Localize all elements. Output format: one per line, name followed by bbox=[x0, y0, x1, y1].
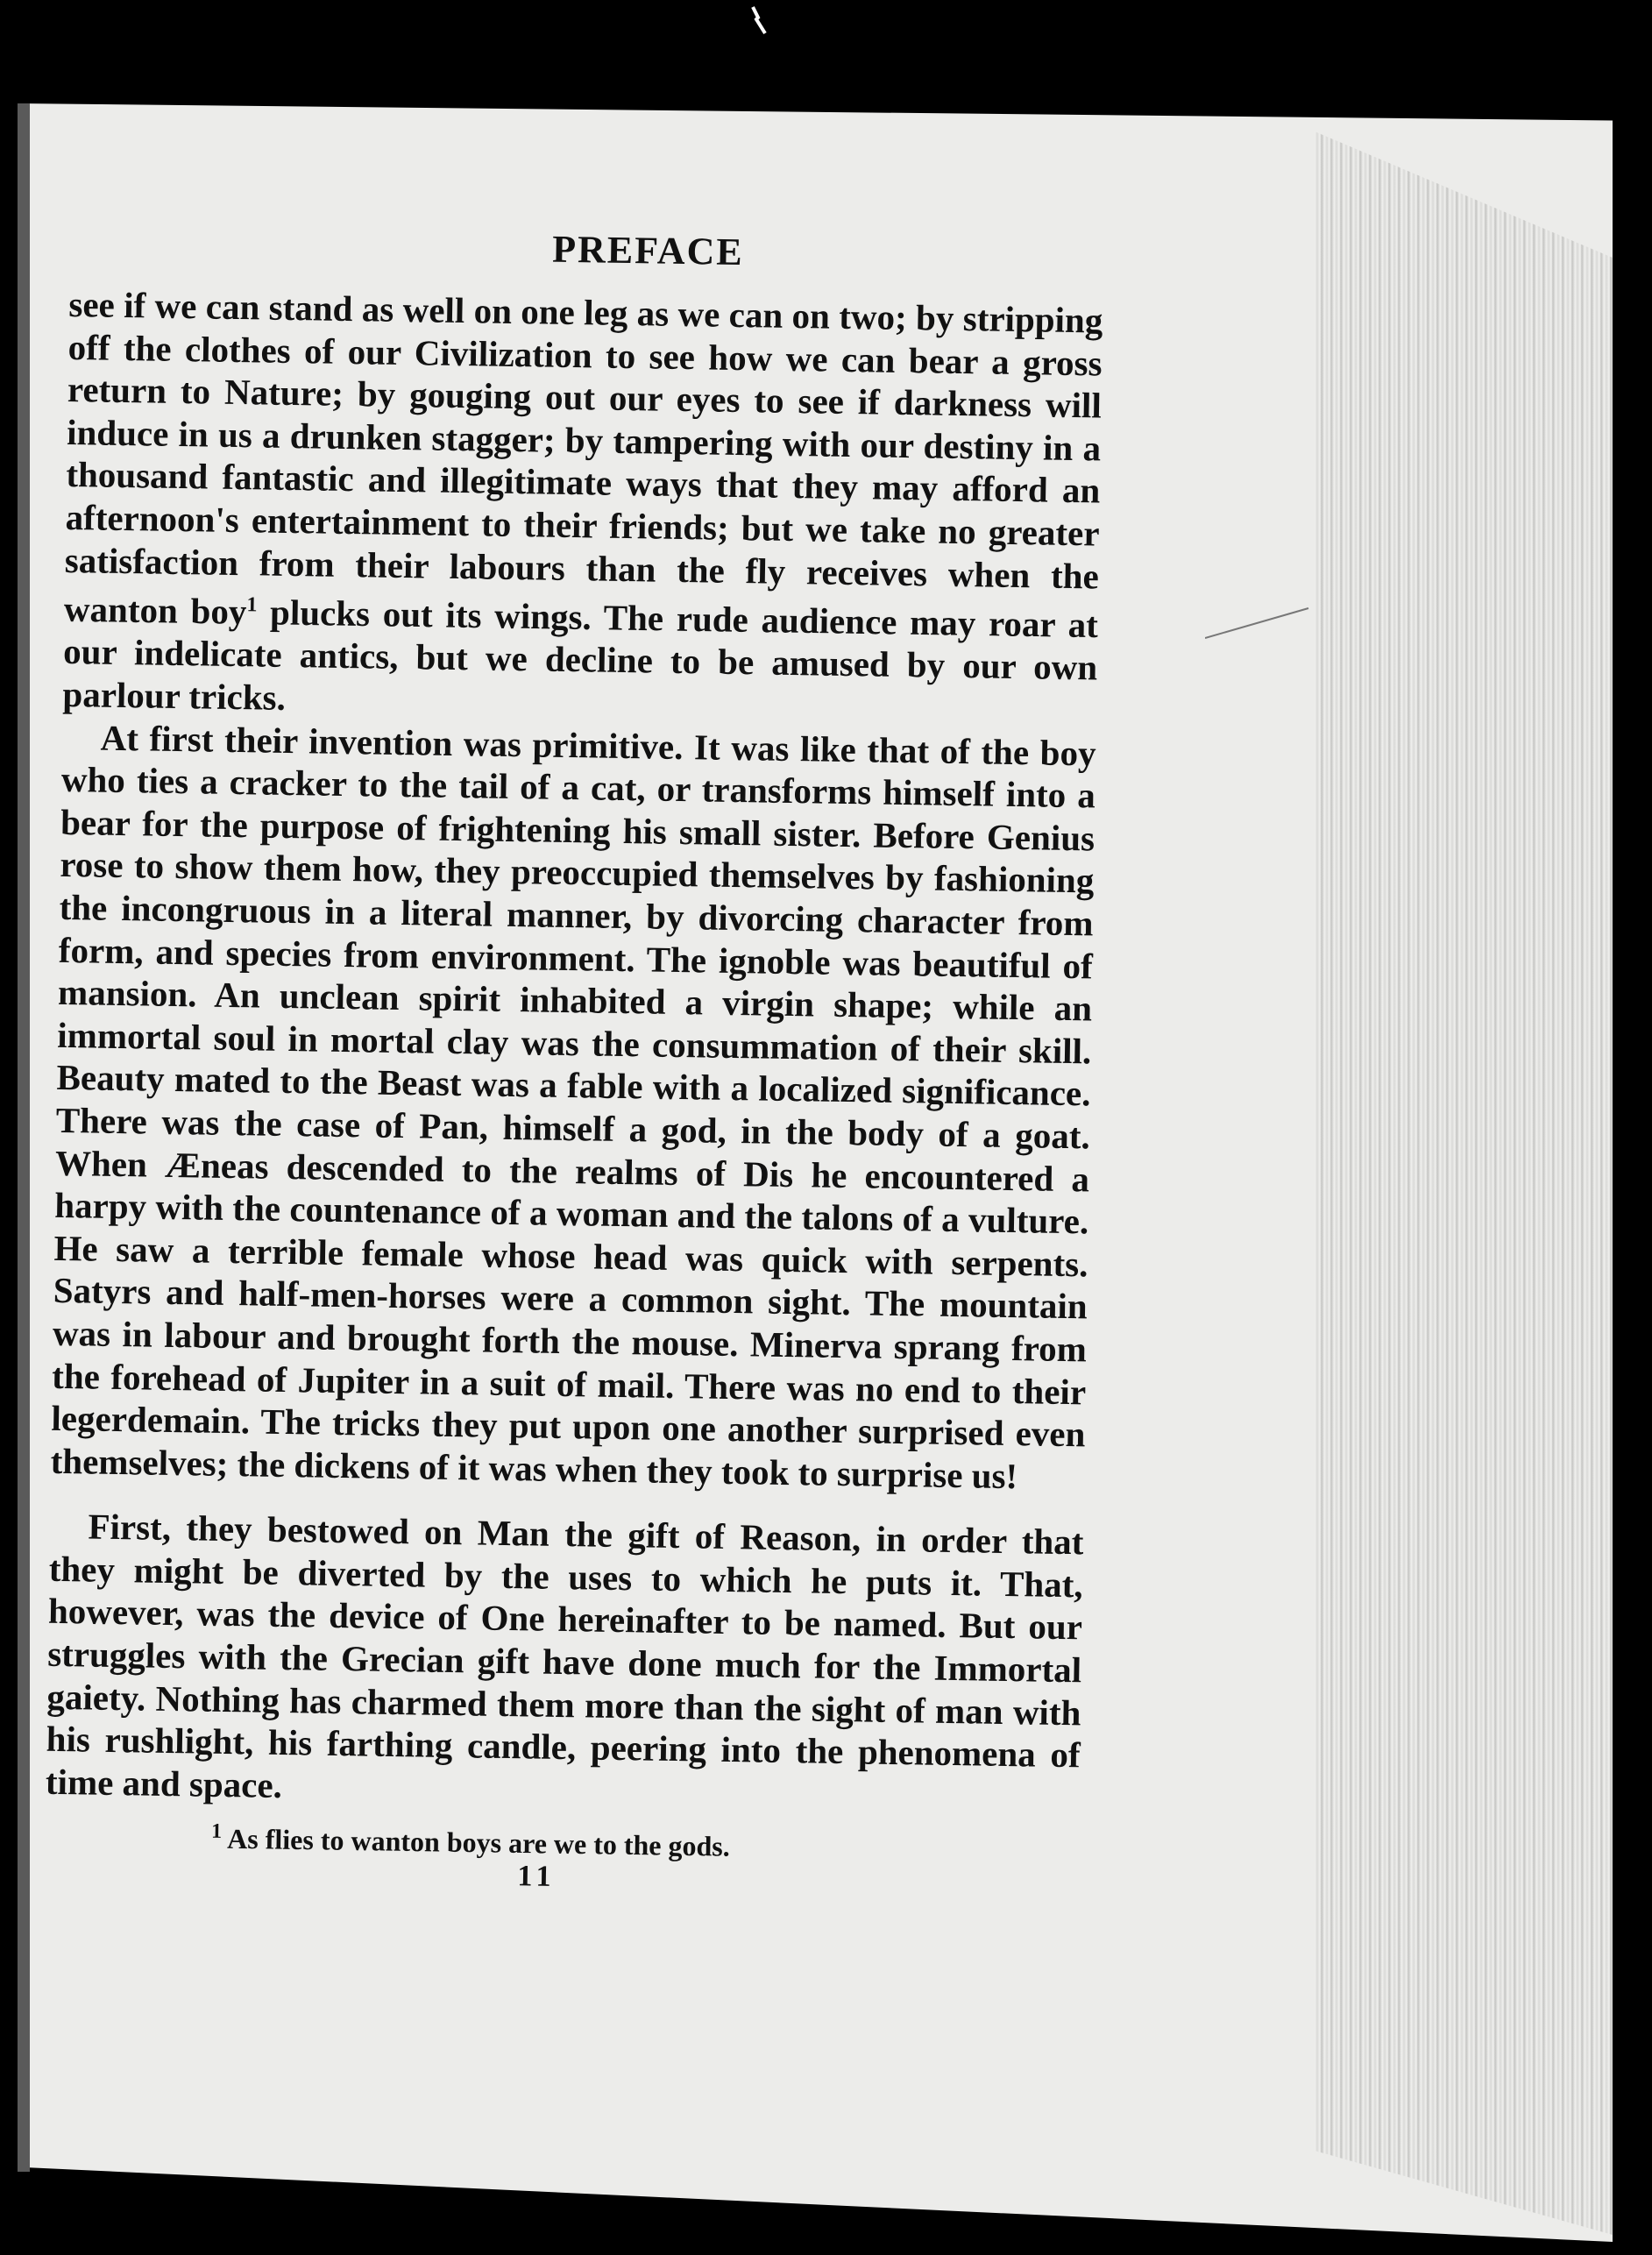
page-text-block bbox=[44, 219, 1104, 1901]
footnote-marker: 1 bbox=[210, 1820, 223, 1844]
paragraph-1-text: see if we can stand as well on one leg as we can on two; by stripping off the clothes of our Civilization to see how we can bear a gross return to Nature; by gouging out our eyes to see if darkness will induce in us a drunken stagger; by tampering with our destiny in a thousand fantastic and illegitimate ways that they may afford an afternoon's entertainment to their friends; but we take no greater satisfaction from their labours than the fly receives when the wanton boy bbox=[63, 283, 1103, 633]
paragraph-2: At first their invention was primitive. It was like that of the boy who ties a cracker to the tail of a cat, or transforms himself into a bear for the purpose of frightening his small sister. Before Genius rose to show them how, they preoccupied themselves by fashioning the incongruous in a literal manner, by divorcing character from form, and species from environment. The ignoble was beautiful of mansion. An unclean spirit inhabited a virgin shape; while an immortal soul in mortal clay was the consummation of their skill. Beauty mated to the Beast was a fable with a localized significance. There was the case of Pan, himself a god, in the body of a goat. When Æneas descended to the realms of Dis he encountered a harpy with the countenance of a woman and the talons of a vulture. He saw a terrible female whose head was quick with serpents. Satyrs and half-men-horses were a common sight. The mountain was in labour and brought forth the mouse. Minerva sprang from the forehead of Jupiter in a suit of mail. There was no end to their legerdemain. The tricks they put upon one another surprised even themselves; the dickens of it was when they took to surprise us! bbox=[50, 717, 1096, 1496]
running-head: PREFACE bbox=[551, 227, 745, 274]
paragraph-1 bbox=[62, 283, 1103, 732]
book-spine-shadow bbox=[18, 103, 30, 2172]
page-number: 11 bbox=[517, 1860, 557, 1894]
paragraph-1-text-cont: plucks out its wings. The rude audience may roar at our indelicate antics, but we decline to be amused by our own parlour tricks. bbox=[62, 592, 1099, 718]
page-edge-tick bbox=[1205, 605, 1310, 640]
body-text bbox=[46, 283, 1103, 1819]
footnote-ref: 1 bbox=[246, 593, 258, 617]
film-scratch-mark bbox=[749, 5, 769, 35]
paragraph-3: First, they bestowed on Man the gift of Reason, in order that they might be diverted by the uses to which he puts it. That, however, was the device of One hereinafter to be named. But our struggles with the Grecian gift have done much for the Immortal gaiety. Nothing has charmed them more than the sight of man with his rushlight, his farthing candle, peering into the phenomena of time and space. bbox=[45, 1506, 1084, 1805]
footnote-text: As flies to wanton boys are we to the gods. bbox=[226, 1823, 731, 1863]
page-edges bbox=[1315, 131, 1613, 2235]
